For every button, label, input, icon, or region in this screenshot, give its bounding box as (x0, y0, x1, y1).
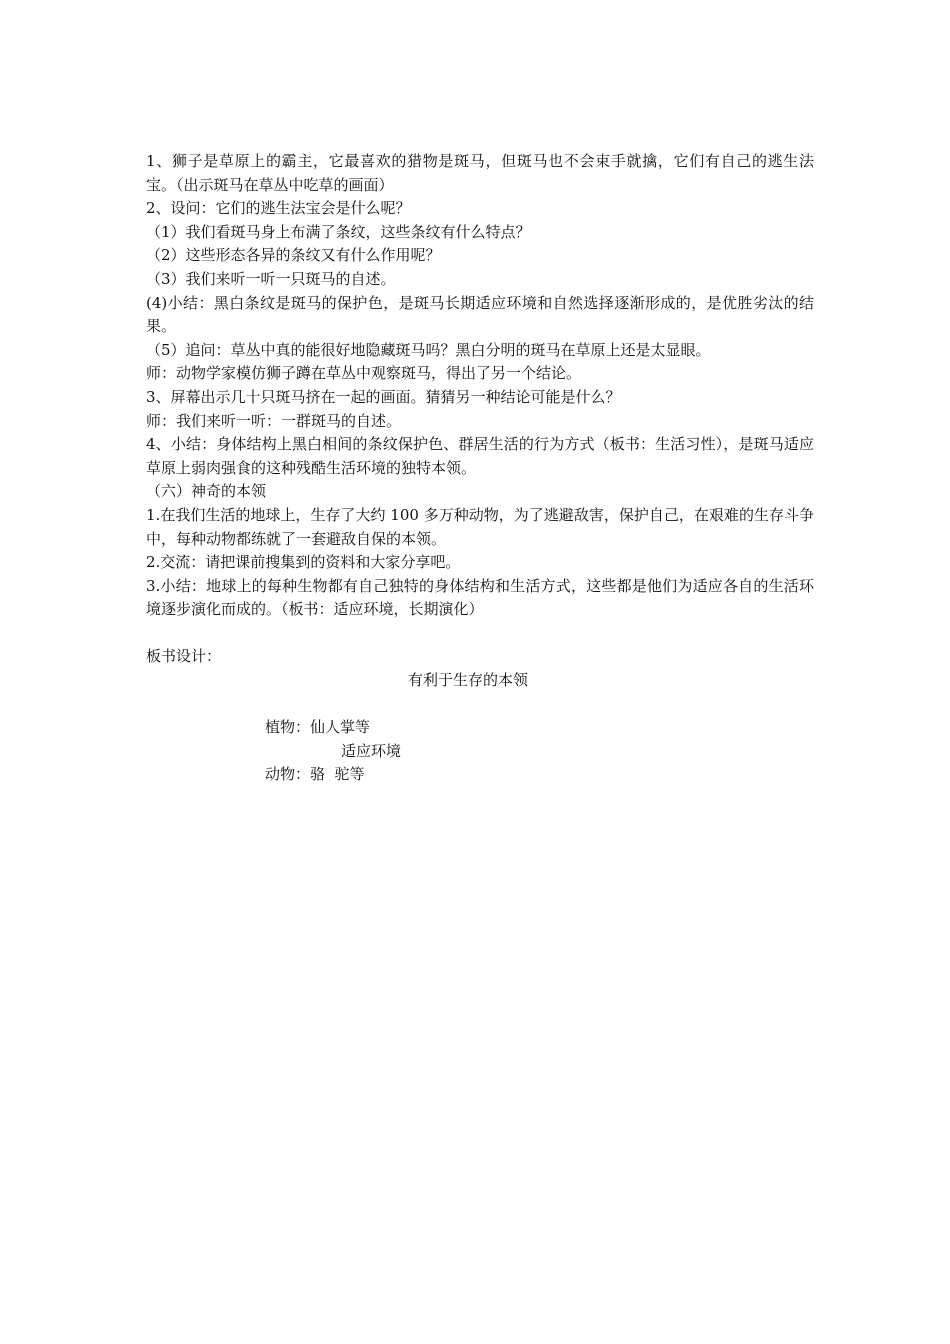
paragraph-12: 1.在我们生活的地球上，生存了大约 100 多万种动物，为了逃避敌害，保护自己，在艰难的生存斗争中，每种动物都练就了一套避敌自保的本领。 (146, 505, 814, 548)
board-animal-line: 动物：骆 驼等 (265, 765, 365, 784)
paragraph-2: 2、设问：它们的逃生法宝会是什么呢？ (146, 199, 411, 218)
paragraph-4: （2）这些形态各异的条纹又有什么作用呢？ (146, 246, 441, 265)
paragraph-13: 2.交流：请把课前搜集到的资料和大家分享吧。 (146, 553, 461, 572)
paragraph-9: 3、屏幕出示几十只斑马挤在一起的画面。猜猜另一种结论可能是什么？ (146, 387, 621, 406)
paragraph-5: （3）我们来听一听一只斑马的自述。 (146, 269, 396, 288)
paragraph-8: 师：动物学家模仿狮子蹲在草丛中观察斑马，得出了另一个结论。 (146, 364, 582, 383)
paragraph-7: （5）追问：草丛中真的能很好地隐藏斑马吗？黑白分明的斑马在草原上还是太显眼。 (146, 340, 711, 359)
paragraph-11: 4、小结：身体结构上黑白相间的条纹保护色、群居生活的行为方式（板书：生活习性），是斑马适应草原上弱肉强食的这种残酷生活环境的独特本领。 (146, 435, 814, 477)
paragraph-6: (4)小结：黑白条纹是斑马的保护色，是斑马长期适应环境和自然选择逐渐形成的，是优胜劣汰的结果。 (146, 293, 814, 336)
board-plant-line: 植物：仙人掌等 (265, 718, 371, 737)
paragraph-3: （1）我们看斑马身上布满了条纹，这些条纹有什么特点？ (146, 222, 531, 241)
paragraph-14: 3.小结：地球上的每种生物都有自己独特的身体结构和生活方式，这些都是他们为适应各自的生活环境逐步演化而成的。（板书：适应环境，长期演化） (146, 576, 814, 619)
section-heading: （六）神奇的本领 (146, 482, 267, 501)
document-page (146, 150, 814, 787)
board-adapt-line: 适应环境 (341, 741, 402, 760)
spacer (146, 622, 814, 646)
spacer (146, 693, 814, 717)
board-design-label: 板书设计： (146, 647, 222, 666)
board-design-title: 有利于生存的本领 (408, 671, 529, 690)
paragraph-10: 师：我们来听一听：一群斑马的自述。 (146, 411, 402, 430)
paragraph-1: 1、狮子是草原上的霸主，它最喜欢的猎物是斑马，但斑马也不会束手就擒，它们有自己的逃生法宝。（出示斑马在草丛中吃草的画面） (146, 152, 814, 194)
